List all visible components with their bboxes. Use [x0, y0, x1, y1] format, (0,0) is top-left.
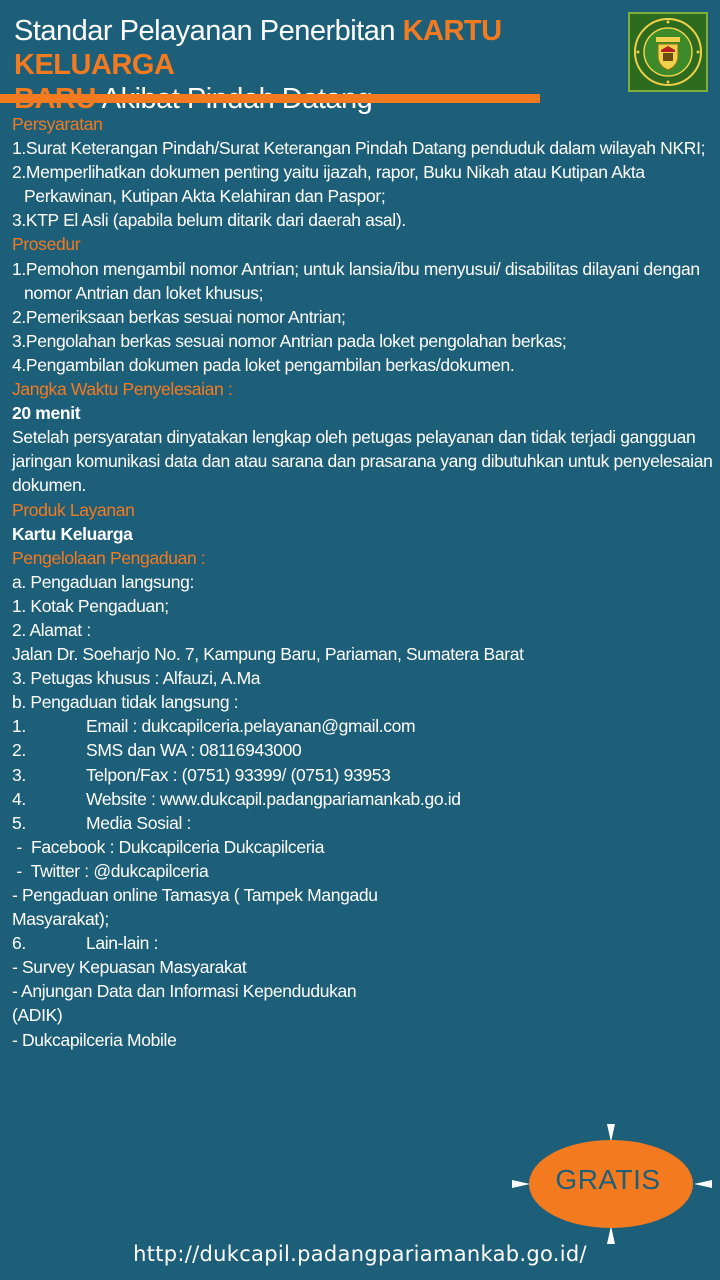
pengaduan-langsung-1: 1. Kotak Pengaduan;: [12, 595, 169, 616]
pengaduan-langsung: a. Pengaduan langsung:: [12, 571, 195, 592]
sms-text: SMS dan WA : 08116943000: [86, 740, 302, 761]
jangka-waktu-desc-1: Setelah persyaratan dinyatakan lengkap oleh petugas pelayanan dan tidak terjadi gangguan: [12, 427, 696, 448]
pengaduan-langsung-2: 2. Alamat :: [12, 619, 91, 640]
footer-website-url[interactable]: http://dukcapil.padangpariamankab.go.id/: [133, 1242, 587, 1266]
pengaduan-tamasya: - Pengaduan online Tamasya ( Tampek Mangadu: [12, 885, 378, 905]
section-heading-jangka-waktu: Jangka Waktu Penyelesaian :: [12, 379, 233, 400]
prosedur-item-4: 4.Pengambilan dokumen pada loket pengambilan berkas/dokumen.: [12, 354, 515, 375]
title-part1: Standar Pelayanan Penerbitan: [14, 15, 403, 47]
pengaduan-media-sosial: [12, 811, 712, 835]
jangka-waktu-desc-3: dokumen.: [12, 475, 87, 496]
section-heading-pengaduan: Pengelolaan Pengaduan :: [12, 547, 206, 568]
section-heading-produk: Produk Layanan: [12, 499, 135, 520]
pengaduan-facebook: - Facebook : Dukcapilceria Dukcapilceria: [12, 836, 325, 857]
gratis-label: GRATIS: [555, 1164, 661, 1195]
prosedur-item-1: 1.Pemohon mengambil nomor Antrian; untuk lansia/ibu menyusui/ disabilitas dilayani dengan: [12, 258, 700, 279]
pengaduan-tamasya-cont: Masyarakat);: [12, 909, 109, 930]
list-number: 5.: [12, 812, 26, 833]
pengaduan-survey: - Survey Kepuasan Masyarakat: [12, 957, 247, 978]
pengaduan-sms: [12, 738, 712, 762]
pengaduan-adik-cont: (ADIK): [12, 1005, 63, 1026]
list-number: 1.: [12, 716, 26, 737]
pengaduan-mobile: - Dukcapilceria Mobile: [12, 1029, 177, 1050]
media-sosial-text: Media Sosial :: [86, 812, 192, 833]
section-heading-persyaratan: Persyaratan: [12, 114, 103, 134]
pengaduan-lain-lain: [12, 931, 712, 955]
pengaduan-email: [12, 714, 712, 738]
header-divider: [0, 94, 540, 103]
pengaduan-adik: - Anjungan Data dan Informasi Kependudukan: [12, 981, 357, 1002]
persyaratan-item-1: 1.Surat Keterangan Pindah/Surat Keterangan Pindah Datang penduduk dalam wilayah NKRI;: [12, 138, 706, 159]
section-heading-prosedur: Prosedur: [12, 234, 81, 255]
prosedur-item-3: 3.Pengolahan berkas sesuai nomor Antrian pada loket pengolahan berkas;: [12, 330, 567, 351]
persyaratan-item-2-cont: Perkawinan, Kutipan Akta Kelahiran dan Paspor;: [24, 186, 386, 207]
pengaduan-tidak-langsung: b. Pengaduan tidak langsung :: [12, 692, 239, 713]
list-number: 4.: [12, 788, 26, 809]
telpon-text: Telpon/Fax : (0751) 93399/ (0751) 93953: [86, 764, 391, 785]
list-number: 3.: [12, 764, 26, 785]
pengaduan-twitter: - Twitter : @dukcapilceria: [12, 860, 209, 881]
email-text: Email : dukcapilceria.pelayanan@gmail.com: [86, 716, 416, 737]
list-number: 6.: [12, 933, 26, 954]
jangka-waktu-desc-2: jaringan komunikasi data dan atau sarana dan prasarana yang dibutuhkan untuk penyelesaian: [12, 451, 713, 472]
prosedur-item-1-cont: nomor Antrian dan loket khusus;: [24, 282, 264, 303]
website-text: Website : www.dukcapil.padangpariamankab.go.id: [86, 788, 461, 809]
service-standard-content: [12, 112, 712, 1052]
pengaduan-telpon: [12, 763, 712, 787]
lain-lain-text: Lain-lain :: [86, 933, 159, 954]
persyaratan-item-2: 2.Memperlihatkan dokumen penting yaitu ijazah, rapor, Buku Nikah atau Kutipan Akta: [12, 162, 645, 183]
dukcapil-ceria-emblem-icon: [628, 12, 708, 92]
title-highlight-kartu-keluarga: KARTU KELUARGA: [14, 15, 502, 81]
pengaduan-website: [12, 787, 712, 811]
prosedur-item-2: 2.Pemeriksaan berkas sesuai nomor Antrian;: [12, 306, 346, 327]
pengaduan-langsung-3: 3. Petugas khusus : Alfauzi, A.Ma: [12, 668, 261, 689]
jangka-waktu-value: 20 menit: [12, 403, 81, 424]
list-number: 2.: [12, 740, 26, 761]
produk-value: Kartu Keluarga: [12, 523, 133, 544]
persyaratan-item-3: 3.KTP El Asli (apabila belum ditarik dari daerah asal).: [12, 210, 406, 231]
pengaduan-alamat: Jalan Dr. Soeharjo No. 7, Kampung Baru, Pariaman, Sumatera Barat: [12, 644, 524, 665]
